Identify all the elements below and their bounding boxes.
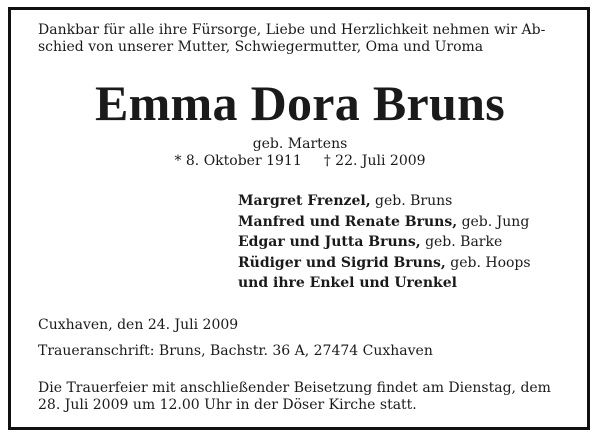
- intro-text: [38, 22, 558, 56]
- intro-line-2: schied von unserer Mutter, Schwiegermutter, Oma und Uroma: [38, 39, 484, 55]
- birth-name: geb. Martens: [252, 136, 348, 152]
- mourner-name: Rüdiger und Sigrid Bruns,: [238, 254, 446, 271]
- mourner-item: [238, 212, 531, 233]
- mourners-list: [238, 191, 531, 294]
- mourner-name: und ihre Enkel und Urenkel: [238, 275, 457, 291]
- intro-line-1: Dankbar für alle ihre Fürsorge, Liebe und Herzlichkeit nehmen wir Ab-: [38, 22, 546, 38]
- mourner-item: [238, 232, 531, 253]
- mourner-name: Manfred und Renate Bruns,: [238, 213, 458, 230]
- mourner-suffix: geb. Jung: [461, 213, 530, 230]
- death-date: † 22. Juli 2009: [323, 153, 426, 169]
- life-dates: [0, 153, 600, 169]
- birth-date: * 8. Oktober 1911: [174, 153, 302, 169]
- mourner-item: [238, 253, 531, 274]
- mourner-name: Edgar und Jutta Bruns,: [238, 234, 421, 250]
- ceremony-notice: [38, 380, 568, 414]
- mourner-suffix: geb. Barke: [425, 234, 503, 250]
- ceremony-line-2: 28. Juli 2009 um 12.00 Uhr in der Döser Kirche statt.: [38, 397, 417, 413]
- mourner-item: [238, 191, 531, 212]
- deceased-name: Emma Dora Bruns: [94, 75, 506, 131]
- ceremony-line-1: Die Trauerfeier mit anschließender Beisetzung findet am Dienstag, dem: [38, 380, 551, 396]
- place-and-date: Cuxhaven, den 24. Juli 2009: [38, 317, 239, 333]
- mourner-item: [238, 273, 531, 294]
- mourning-address: Traueranschrift: Bruns, Bachstr. 36 A, 27474 Cuxhaven: [38, 343, 433, 359]
- mourner-suffix: geb. Bruns: [375, 193, 453, 209]
- mourner-suffix: geb. Hoops: [450, 254, 531, 271]
- mourner-name: Margret Frenzel,: [238, 193, 371, 209]
